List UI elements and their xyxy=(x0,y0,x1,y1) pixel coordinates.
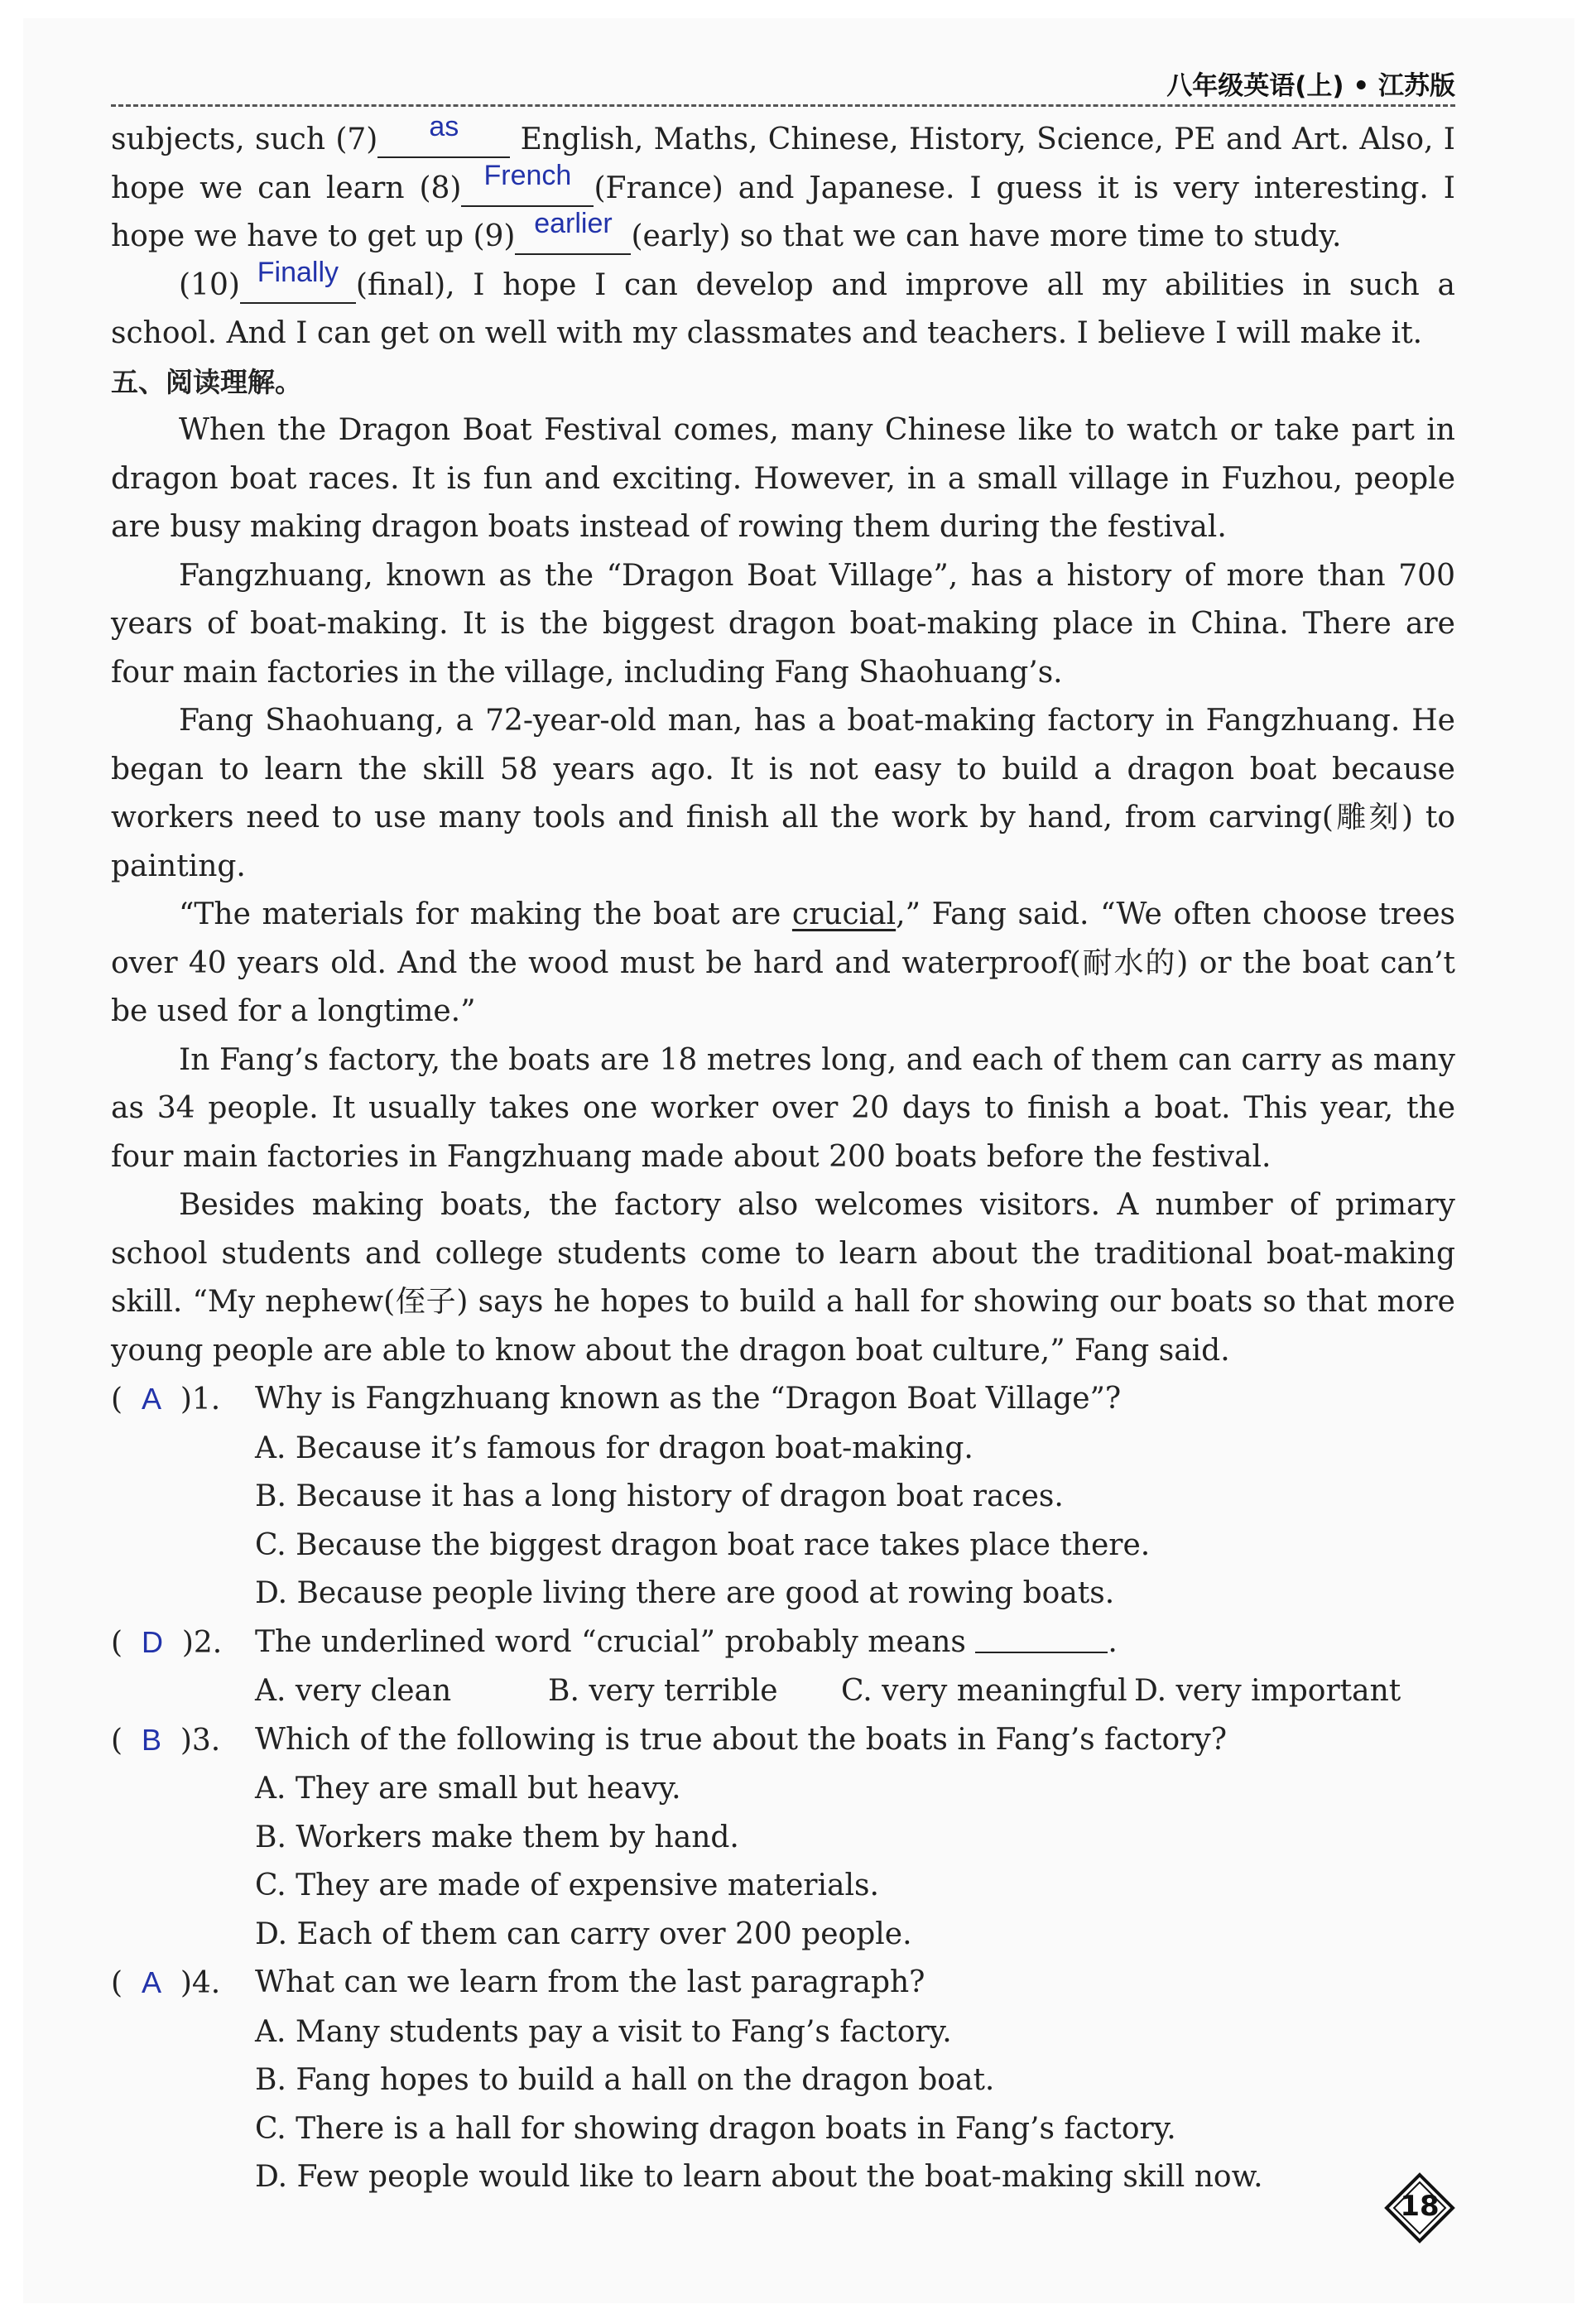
answer-blank-10 xyxy=(240,256,356,304)
option: C. Because the biggest dragon boat race takes place there. xyxy=(255,1527,1151,1562)
cloze-text: (early) so that we can have more time to study. xyxy=(631,219,1342,253)
question-2 xyxy=(111,1618,1455,1668)
option: A. Many students pay a visit to Fang’s factory. xyxy=(255,2014,952,2049)
question-1 xyxy=(111,1375,1455,1425)
question-blank xyxy=(975,1627,1108,1653)
underlined-word: crucial xyxy=(791,897,897,931)
section-title: 五、阅读理解。 xyxy=(111,365,302,398)
option: D. very important xyxy=(1134,1674,1401,1708)
reading-paragraph xyxy=(111,891,1455,1036)
handwritten-answer-8: French xyxy=(483,159,572,191)
handwritten-answer-9: earlier xyxy=(534,208,613,239)
option: C. There is a hall for showing dragon boats in Fang’s factory. xyxy=(255,2111,1176,2146)
reading-text: ,” Fang said. “We often choose trees over 40 years old. And the wood must be hard and waterproof(耐水的) or the boat can’t be used for a longtime.” xyxy=(111,897,1455,1028)
handwritten-answer: D xyxy=(141,1624,163,1659)
option: B. Fang hopes to build a hall on the dragon boat. xyxy=(255,2063,995,2097)
question-end: . xyxy=(1108,1624,1118,1659)
cloze-text: subjects, such (7) xyxy=(111,123,378,156)
cloze-text: (final), I hope I can develop and improve all my abilities in such a school. And I can get on well with my classmates and teachers. I believe I will make it. xyxy=(111,267,1455,350)
answer-blank-7 xyxy=(377,111,510,158)
option: C. very meaningful xyxy=(841,1674,1127,1708)
answer-blank-8 xyxy=(461,159,594,207)
handwritten-answer: A xyxy=(141,1965,161,1999)
option: B. Because it has a long history of dragon boat races. xyxy=(255,1479,1064,1513)
cloze-text: (10) xyxy=(179,267,240,302)
reading-text: “The materials for making the boat are xyxy=(179,897,792,931)
option: D. Each of them can carry over 200 people. xyxy=(255,1917,912,1951)
handwritten-answer-7: as xyxy=(429,111,459,142)
cloze-text: English, Maths, Chinese, History, Science, PE and Art. Also, I hope we can learn (8) xyxy=(111,123,1455,205)
answer-bracket: ( A )1. xyxy=(111,1382,221,1416)
header-divider xyxy=(111,104,1455,107)
question-number: )4. xyxy=(180,1966,221,2000)
reading-paragraph: Fang Shaohuang, a 72-year-old man, has a boat-making factory in Fangzhuang. He began to learn the skill 58 years ago. It is not easy to build a dragon boat because workers need to use many tools and finish all the work by hand, from carving(雕刻) to painting. xyxy=(111,704,1455,883)
page-header: 八年级英语(上) • 江苏版 xyxy=(1166,71,1455,101)
reading-paragraph: Fangzhuang, known as the “Dragon Boat Village”, has a history of more than 700 years of boat-making. It is the biggest dragon boat-making place in China. There are four main factories in the village, including Fang Shaohuang’s. xyxy=(111,558,1455,690)
reading-paragraph: Besides making boats, the factory also welcomes visitors. A number of primary school students and college students come to learn about the traditional boat-making skill. “My nephew(侄子) says he hopes to build a hall for showing our boats so that more young people are able to know about the dragon boat culture,” Fang said. xyxy=(111,1188,1455,1368)
cloze-text: (France) and Japanese. I guess it is very interesting. I hope we have to get up (9) xyxy=(111,171,1455,253)
question-number: )3. xyxy=(180,1723,221,1758)
question-3 xyxy=(111,1716,1455,1766)
option: D. Few people would like to learn about the boat-making skill now. xyxy=(255,2160,1263,2194)
option: C. They are made of expensive materials. xyxy=(255,1868,879,1902)
question-number: )1. xyxy=(180,1383,221,1416)
option: B. very terrible xyxy=(548,1674,778,1708)
handwritten-answer: B xyxy=(141,1722,161,1757)
cloze-paragraph-1 xyxy=(111,111,1455,262)
handwritten-answer-10: Finally xyxy=(257,256,339,288)
page-number-badge xyxy=(1384,2172,1455,2244)
question-text: Why is Fangzhuang known as the “Dragon Boat Village”? xyxy=(255,1382,1122,1416)
answer-bracket: ( B )3. xyxy=(111,1722,221,1758)
question-number: )2. xyxy=(181,1625,223,1660)
reading-paragraph: When the Dragon Boat Festival comes, many Chinese like to watch or take part in dragon boat races. It is fun and exciting. However, in a small village in Fuzhou, people are busy making dragon boats instead of rowing them during the festival. xyxy=(111,413,1455,544)
question-text: Which of the following is true about the boats in Fang’s factory? xyxy=(255,1722,1227,1757)
page-content xyxy=(111,111,1455,2202)
option-row xyxy=(111,1667,1455,1716)
option: D. Because people living there are good at rowing boats. xyxy=(255,1576,1115,1610)
question-text: What can we learn from the last paragraph? xyxy=(255,1965,925,1999)
option: A. They are small but heavy. xyxy=(255,1772,681,1806)
question-text xyxy=(255,1618,1118,1668)
question-text-body: The underlined word “crucial” probably means xyxy=(255,1624,966,1659)
option: A. Because it’s famous for dragon boat-making. xyxy=(255,1431,973,1465)
handwritten-answer: A xyxy=(141,1382,161,1416)
answer-bracket: ( D )2. xyxy=(111,1624,223,1660)
answer-blank-9 xyxy=(515,208,631,255)
question-4 xyxy=(111,1959,1455,2008)
answer-bracket: ( A )4. xyxy=(111,1965,221,2000)
cloze-paragraph-2 xyxy=(111,256,1455,358)
reading-paragraph: In Fang’s factory, the boats are 18 metres long, and each of them can carry as many as 34 people. It usually takes one worker over 20 days to finish a boat. This year, the four main factories in Fangzhuang made about 200 boats before the festival. xyxy=(111,1042,1455,1174)
option: B. Workers make them by hand. xyxy=(255,1820,739,1854)
page-number: 18 xyxy=(1400,2190,1440,2223)
option: A. very clean xyxy=(255,1674,452,1708)
